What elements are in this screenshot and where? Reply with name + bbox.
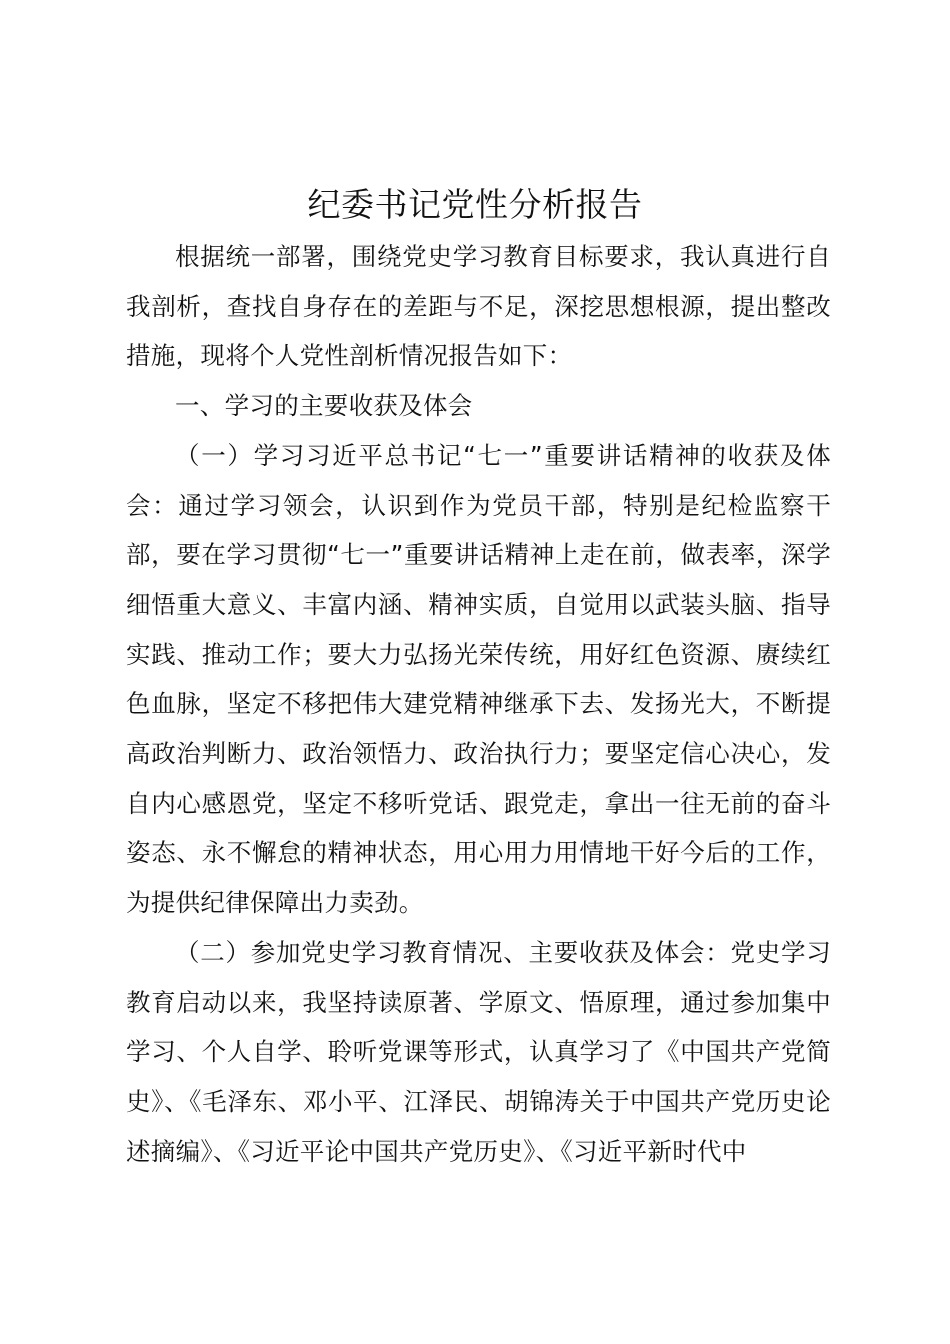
section-heading: 一、学习的主要收获及体会	[175, 391, 473, 421]
intro-paragraph: 根据统一部署，围绕党史学习教育目标要求，我认真进行自我剖析，查找自身存在的差距与不足，深挖思想根源，提出整改措施，现将个人党性剖析情况报告如下：	[126, 242, 831, 371]
paragraph-seven-one-speech: （一）学习习近平总书记“七一”重要讲话精神的收获及体会：通过学习领会，认识到作为党员干部，特别是纪检监察干部，要在学习贯彻“七一”重要讲话精神上走在前，做表率，深学细悟重大意义、丰富内涵、精神实质，自觉用以武装头脑、指导实践、推动工作；要大力弘扬光荣传统，用好红色资源、赓续红色血脉，坚定不移把伟大建党精神继承下去、发扬光大，不断提高政治判断力、政治领悟力、政治执行力；要坚定信心决心，发自内心感恩党，坚定不移听党话、跟党走，拿出一往无前的奋斗姿态、永不懈怠的精神状态，用心用力用情地干好今后的工作，为提供纪律保障出力卖劲。	[126, 440, 831, 918]
document-body	[126, 232, 831, 1176]
paragraph-party-history-study: （二）参加党史学习教育情况、主要收获及体会：党史学习教育启动以来，我坚持读原著、学原文、悟原理，通过参加集中学习、个人自学、聆听党课等形式，认真学习了《中国共产党简史》、《毛泽东、邓小平、江泽民、胡锦涛关于中国共产党历史论述摘编》、《习近平论中国共产党历史》、《习近平新时代中	[126, 937, 831, 1166]
document-title: 纪委书记党性分析报告	[307, 185, 643, 224]
